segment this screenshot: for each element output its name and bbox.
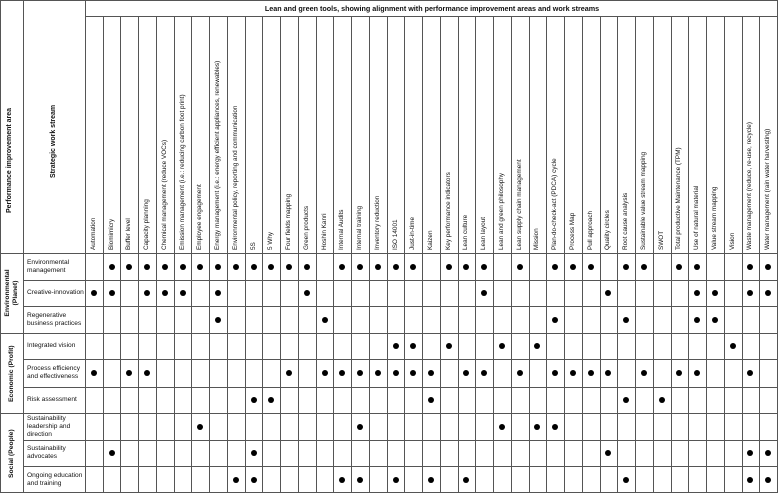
tool-column-divider <box>191 16 192 493</box>
alignment-dot <box>126 370 132 376</box>
stream-column-header: Strategic work stream <box>50 104 57 178</box>
tool-column-header: Inventory reduction <box>373 195 381 250</box>
alignment-dot <box>322 317 328 323</box>
alignment-dot <box>357 477 363 483</box>
strategic-work-stream-label: Integrated vision <box>27 342 76 349</box>
alignment-dot <box>446 264 452 270</box>
alignment-dot <box>251 450 257 456</box>
alignment-dot <box>304 264 310 270</box>
tool-column-divider <box>724 16 725 493</box>
tool-column-header: Four fields mapping <box>285 193 293 250</box>
row-divider <box>23 359 778 360</box>
tool-column-header: Lean culture <box>462 214 470 250</box>
alignment-dot <box>393 477 399 483</box>
tool-column-header: Plan-do-check-act (PDCA) cycle <box>551 158 559 250</box>
tool-column-divider <box>369 16 370 493</box>
tool-column-divider <box>475 16 476 493</box>
alignment-dot <box>481 264 487 270</box>
alignment-dot <box>694 370 700 376</box>
alignment-dot <box>570 264 576 270</box>
alignment-dot <box>463 370 469 376</box>
tool-column-header: Green products <box>302 205 310 250</box>
tool-column-header: Pull approach <box>586 210 594 250</box>
strategic-work-stream-label: Regenerative business practices <box>27 311 82 327</box>
tool-column-divider <box>298 16 299 493</box>
alignment-dot <box>357 370 363 376</box>
alignment-dot <box>393 264 399 270</box>
alignment-dot <box>765 290 771 296</box>
alignment-dot <box>765 264 771 270</box>
alignment-dot <box>215 317 221 323</box>
tool-column-header: Water management (rain water harvesting) <box>764 128 772 250</box>
tool-column-divider <box>742 16 743 493</box>
tool-column-divider <box>316 16 317 493</box>
alignment-dot <box>215 290 221 296</box>
alignment-dot <box>605 450 611 456</box>
tool-column-header: Automation <box>89 217 97 250</box>
column-divider <box>23 0 24 493</box>
alignment-dot <box>428 477 434 483</box>
row-divider <box>0 333 778 334</box>
alignment-dot <box>180 264 186 270</box>
alignment-dot <box>694 290 700 296</box>
tool-column-divider <box>564 16 565 493</box>
alignment-dot <box>339 370 345 376</box>
alignment-dot <box>126 264 132 270</box>
alignment-dot <box>463 264 469 270</box>
alignment-dot <box>91 370 97 376</box>
tool-column-header: Lean supply chain management <box>515 159 523 250</box>
alignment-dot <box>410 343 416 349</box>
table-border-top <box>0 0 778 1</box>
alignment-dot <box>712 290 718 296</box>
alignment-dot <box>109 290 115 296</box>
alignment-dot <box>268 264 274 270</box>
alignment-dot <box>747 264 753 270</box>
tool-column-divider <box>227 16 228 493</box>
tool-column-header: Buffer level <box>125 218 133 250</box>
title-divider <box>85 16 778 17</box>
tool-column-divider <box>653 16 654 493</box>
performance-area-label: Economic (Profit) <box>8 344 15 402</box>
row-divider <box>23 466 778 467</box>
strategic-work-stream-label: Environmental management <box>27 258 70 274</box>
tool-column-divider <box>600 16 601 493</box>
alignment-dot <box>552 370 558 376</box>
alignment-dot <box>552 317 558 323</box>
row-divider <box>23 306 778 307</box>
alignment-dot <box>268 397 274 403</box>
alignment-dot <box>552 424 558 430</box>
tool-column-header: Hoshin Kanri <box>320 213 328 250</box>
tool-column-header: Employee engagement <box>196 184 204 250</box>
alignment-dot <box>339 477 345 483</box>
tool-column-divider <box>103 16 104 493</box>
alignment-dot <box>322 370 328 376</box>
alignment-dot <box>251 264 257 270</box>
tool-column-header: Biomimicry <box>107 218 115 250</box>
alignment-dot <box>712 317 718 323</box>
tool-column-divider <box>671 16 672 493</box>
alignment-dot <box>233 264 239 270</box>
alignment-dot <box>233 477 239 483</box>
tool-column-header: Energy management (i.e.: energy efficient appliances, renewables) <box>214 60 222 250</box>
tool-column-header: Process Map <box>568 212 576 250</box>
tool-column-divider <box>511 16 512 493</box>
alignment-dot <box>215 264 221 270</box>
alignment-dot <box>375 264 381 270</box>
alignment-dot <box>747 477 753 483</box>
tool-column-header: Lean and green philosophy <box>497 172 505 250</box>
tool-column-divider <box>582 16 583 493</box>
tool-column-divider <box>635 16 636 493</box>
alignment-dot <box>197 264 203 270</box>
alignment-dot <box>393 370 399 376</box>
tool-column-divider <box>209 16 210 493</box>
alignment-dot <box>534 424 540 430</box>
tool-column-divider <box>617 16 618 493</box>
row-divider <box>23 440 778 441</box>
tool-column-divider <box>422 16 423 493</box>
tool-column-divider <box>458 16 459 493</box>
row-divider <box>0 413 778 414</box>
alignment-dot <box>357 424 363 430</box>
alignment-dot <box>570 370 576 376</box>
alignment-dot <box>499 424 505 430</box>
strategic-work-stream-label: Ongoing education and training <box>27 471 83 487</box>
tool-column-divider <box>493 16 494 493</box>
tool-column-header: Internal training <box>356 205 364 250</box>
tool-column-header: Use of natural material <box>693 185 701 250</box>
alignment-dot <box>162 290 168 296</box>
alignment-dot <box>286 370 292 376</box>
alignment-dot <box>676 264 682 270</box>
alignment-dot <box>659 397 665 403</box>
alignment-dot <box>765 477 771 483</box>
alignment-dot <box>286 264 292 270</box>
alignment-dot <box>109 450 115 456</box>
strategic-work-stream-label: Sustainability advocates <box>27 445 66 460</box>
alignment-dot <box>463 477 469 483</box>
alignment-dot <box>641 370 647 376</box>
alignment-dot <box>605 370 611 376</box>
row-divider <box>23 387 778 388</box>
tool-column-header: Internal Audits <box>338 209 346 250</box>
alignment-dot <box>393 343 399 349</box>
tool-column-header: Capacity planning <box>143 199 151 250</box>
tool-column-divider <box>120 16 121 493</box>
tool-column-header: Sustainable value stream mapping <box>639 151 647 250</box>
tool-column-header: Just-in-time <box>409 216 417 250</box>
alignment-dot <box>109 264 115 270</box>
tool-column-header: Waste management (reduce, re-use, recycle) <box>746 122 754 250</box>
alignment-dot <box>410 264 416 270</box>
alignment-dot <box>747 450 753 456</box>
tool-column-divider <box>280 16 281 493</box>
tool-column-divider <box>759 16 760 493</box>
strategic-work-stream-label: Process efficiency and effectiveness <box>27 365 81 380</box>
alignment-dot <box>765 450 771 456</box>
alignment-dot <box>623 317 629 323</box>
tool-column-header: Root cause analysis <box>622 192 630 250</box>
tool-column-header: Chemical management (reduce VOCs) <box>160 139 168 250</box>
alignment-dot <box>588 370 594 376</box>
row-divider <box>23 280 778 281</box>
tool-column-header: Quality circles <box>604 210 612 250</box>
tool-column-divider <box>387 16 388 493</box>
alignment-dot <box>517 370 523 376</box>
alignment-dot <box>641 264 647 270</box>
alignment-dot <box>588 264 594 270</box>
tool-column-divider <box>138 16 139 493</box>
tool-column-header: Mission <box>533 228 541 250</box>
tool-column-header: Key performance indicators <box>444 172 452 250</box>
alignment-dot <box>552 264 558 270</box>
tool-column-header: Total productive Maintenance (TPM) <box>675 147 683 250</box>
alignment-dot <box>91 290 97 296</box>
tool-column-divider <box>688 16 689 493</box>
performance-area-label: Environmental (Planet) <box>3 269 19 317</box>
tool-column-divider <box>529 16 530 493</box>
alignment-dot <box>428 370 434 376</box>
alignment-dot <box>375 370 381 376</box>
tool-column-header: SWOT <box>657 230 665 250</box>
alignment-dot <box>534 343 540 349</box>
alignment-dot <box>251 477 257 483</box>
alignment-dot <box>499 343 505 349</box>
alignment-dot <box>481 290 487 296</box>
strategic-work-stream-label: Sustainability leadership and direction <box>27 414 71 438</box>
tool-column-header: Lean layout <box>480 216 488 250</box>
tool-column-divider <box>245 16 246 493</box>
alignment-dot <box>339 264 345 270</box>
alignment-dot <box>605 290 611 296</box>
alignment-dot <box>144 290 150 296</box>
area-column-header: Performance improvement area <box>6 107 13 213</box>
alignment-dot <box>144 370 150 376</box>
tool-column-divider <box>262 16 263 493</box>
tool-column-header: ISO 14001 <box>391 219 399 250</box>
alignment-dot <box>446 343 452 349</box>
tool-column-header: 5 Why <box>267 231 275 250</box>
alignment-dot <box>517 264 523 270</box>
tool-column-header: Value stream mapping <box>710 186 718 250</box>
tool-column-header: Environmental policy, reporting and communication <box>231 105 239 250</box>
alignment-dot <box>304 290 310 296</box>
alignment-dot <box>251 397 257 403</box>
alignment-dot <box>623 264 629 270</box>
header-divider <box>0 253 778 254</box>
alignment-dot <box>162 264 168 270</box>
tool-column-header: Kaizen <box>427 230 434 250</box>
tool-column-divider <box>174 16 175 493</box>
alignment-dot <box>623 477 629 483</box>
tool-column-divider <box>546 16 547 493</box>
alignment-dot <box>747 370 753 376</box>
tool-column-header: Vision <box>728 232 736 250</box>
alignment-dot <box>428 397 434 403</box>
alignment-dot <box>357 264 363 270</box>
alignment-dot <box>747 290 753 296</box>
tool-column-divider <box>333 16 334 493</box>
column-divider <box>85 0 86 493</box>
alignment-dot <box>623 397 629 403</box>
table-border-left <box>0 0 1 493</box>
alignment-dot <box>144 264 150 270</box>
tool-column-divider <box>440 16 441 493</box>
strategic-work-stream-label: Creative-innovation <box>27 289 84 296</box>
alignment-dot <box>694 264 700 270</box>
alignment-dot <box>180 290 186 296</box>
strategic-work-stream-label: Risk assessment <box>27 396 77 403</box>
alignment-dot <box>694 317 700 323</box>
tool-column-header: 5S <box>249 242 257 250</box>
alignment-dot <box>410 370 416 376</box>
tool-column-divider <box>156 16 157 493</box>
alignment-dot <box>730 343 736 349</box>
alignment-dot <box>481 370 487 376</box>
table-title: Lean and green tools, showing alignment with performance improvement areas and work streams <box>264 4 600 13</box>
tool-column-divider <box>404 16 405 493</box>
tool-column-header: Emission management (i.e.: reducing carbon foot print) <box>178 94 186 250</box>
performance-area-label: Social (People) <box>8 428 15 478</box>
alignment-dot <box>197 424 203 430</box>
tool-column-divider <box>706 16 707 493</box>
tool-column-divider <box>351 16 352 493</box>
alignment-dot <box>676 370 682 376</box>
